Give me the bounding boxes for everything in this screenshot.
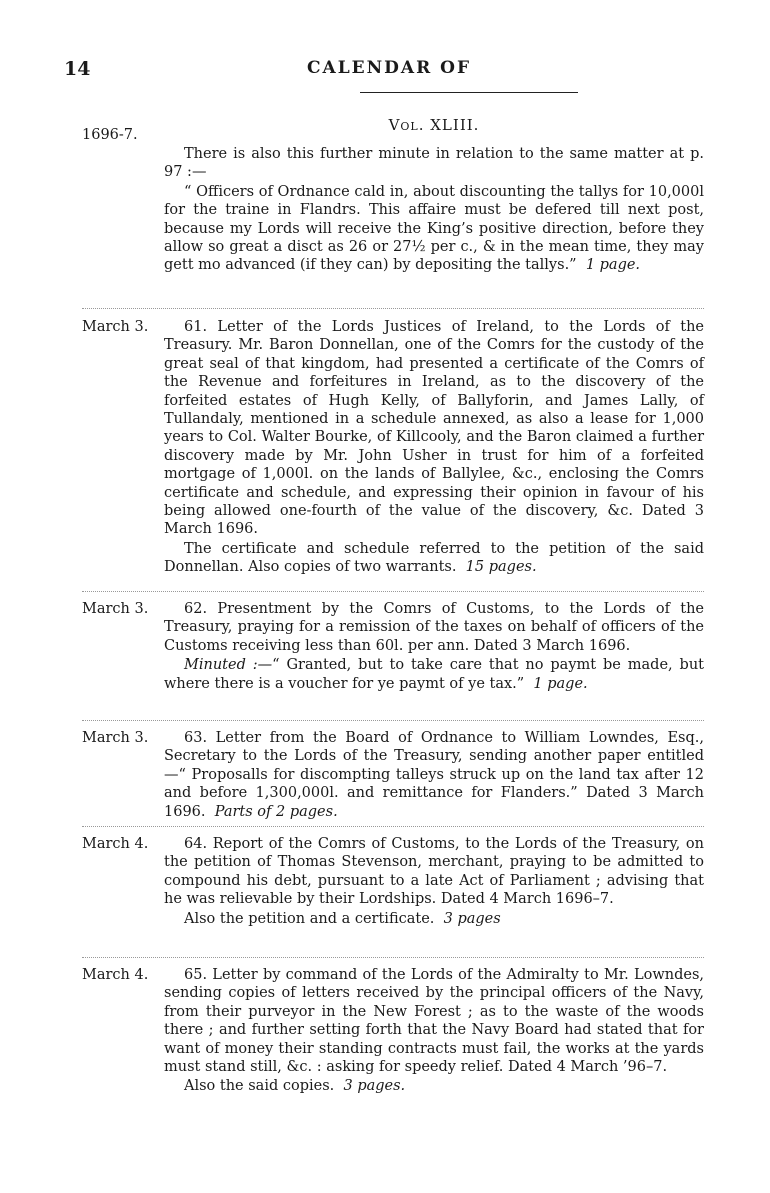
entry-paragraph: 62. Presentment by the Comrs of Customs, to the Lords of the Treasury, praying for a remission of the taxes on behalf of officers of the Customs receiving less than 60l. per ann. Dated 3 March 1696. — [164, 601, 704, 654]
entry-61 — [164, 318, 704, 577]
volume-heading: Vol. XLIII. — [388, 116, 480, 134]
page-number: 14 — [64, 58, 91, 80]
entry-62 — [164, 600, 704, 693]
entry-note: Also the petition and a certificate. — [184, 910, 435, 927]
entry-paragraph: There is also this further minute in relation to the same matter at p. 97 :— — [164, 146, 704, 181]
entry-63 — [164, 729, 704, 821]
margin-date: March 3. — [82, 601, 149, 617]
entry-65 — [164, 966, 704, 1096]
page-count: 3 pages. — [343, 1078, 406, 1095]
margin-date: March 3. — [82, 319, 149, 335]
page-count: 15 pages. — [465, 559, 537, 576]
entry-divider — [82, 957, 704, 958]
watermark — [78, 618, 124, 668]
entry-paragraph: 61. Letter of the Lords Justices of Ireland, to the Lords of the Treasury. Mr. Baron Donnellan, one of the Comrs for the custody of the great seal of that kingdom, had presented a certificate of the Comrs of the Revenue and forfeitures in Ireland, as to the discovery of the forfeited estates of Hugh Kelly, of Ballyforin, and James Lally, of Tullandaly, mentioned in a schedule annexed, as also a lease for 1,000 years to Col. Walter Bourke, of Killcooly, and the Baron claimed a further discovery made by Mr. John Usher in trust for him of a forfeited mortgage of 1,000l. on the lands of Ballylee, &c., enclosing the Comrs certificate and schedule, and expressing their opinion in favour of his being allowed one-fourth of the value of the discovery, &c. Dated 3 March 1696. — [164, 319, 704, 538]
entry-text: 63. Letter from the Board of Ordnance to William Lowndes, Esq., Secretary to the Lords of the Treasury, sending another paper entitled—“ Proposalls for discompting talleys struck up on the land tax after 12 and before 1,300,000l. and remittance for Flanders.” Dated 3 March 1696. — [164, 730, 704, 820]
entry-paragraph: 64. Report of the Comrs of Customs, to the Lords of the Treasury, on the petition of Thomas Stevenson, merchant, praying to be admitted to compound his debt, pursuant to a late Act of Parliament ; advising that he was relievable by their Lordships. Dated 4 March 1696–7. — [164, 836, 704, 908]
entry-paragraph — [164, 910, 704, 928]
minuted-text: “ Granted, but to take care that no paymt be made, but where there is a voucher for ye paymt of ye tax.” — [164, 657, 704, 692]
running-title: CALENDAR OF — [306, 58, 472, 78]
entry-note: The certificate and schedule referred to the petition of the said Donnellan. Also copies of two warrants. — [164, 540, 704, 576]
header-rule — [360, 92, 578, 93]
entry-paragraph — [164, 540, 704, 577]
page-count: 1 page. — [533, 675, 588, 692]
entry-divider — [82, 308, 704, 309]
entry-paragraph-quote — [164, 183, 704, 275]
page-count: 1 page. — [585, 257, 641, 274]
margin-date: 1696-7. — [82, 127, 138, 143]
entry-64 — [164, 835, 704, 928]
entry-paragraph — [164, 1077, 704, 1095]
margin-date: March 4. — [82, 967, 149, 983]
entry-divider — [82, 826, 704, 827]
quote-text: “ Officers of Ordnance cald in, about discounting the tallys for 10,000l for the traine in Flandrs. This affaire must be defered till next post, because my Lords will receive the King’s positive direction, before they allow so great a disct as 26 or 27½ per c., & in the mean time, they may gett mo advanced (if they can) by depositing the tallys.” — [164, 183, 704, 274]
page-count: Parts of 2 pages. — [214, 803, 338, 820]
entry-minute — [164, 145, 704, 275]
entry-divider — [82, 720, 704, 721]
entry-divider — [82, 591, 704, 592]
minuted-label: Minuted :— — [184, 657, 273, 674]
entry-paragraph: 65. Letter by command of the Lords of the Admiralty to Mr. Lowndes, sending copies of letters received by the principal officers of the Navy, from their purveyor in the New Forest ; as to the waste of the woods there ; and further setting forth that the Navy Board had stated that for want of money their standing contracts must fail, the works at the yards must stand still, &c. : asking for speedy relief. Dated 4 March ’96–7. — [164, 967, 704, 1076]
entry-note: Also the said copies. — [184, 1078, 335, 1095]
margin-date: March 4. — [82, 836, 149, 852]
margin-date: March 3. — [82, 730, 149, 746]
entry-minuted — [164, 656, 704, 693]
page-header — [64, 58, 714, 84]
page-count: 3 pages — [443, 910, 501, 927]
entry-paragraph — [164, 729, 704, 821]
